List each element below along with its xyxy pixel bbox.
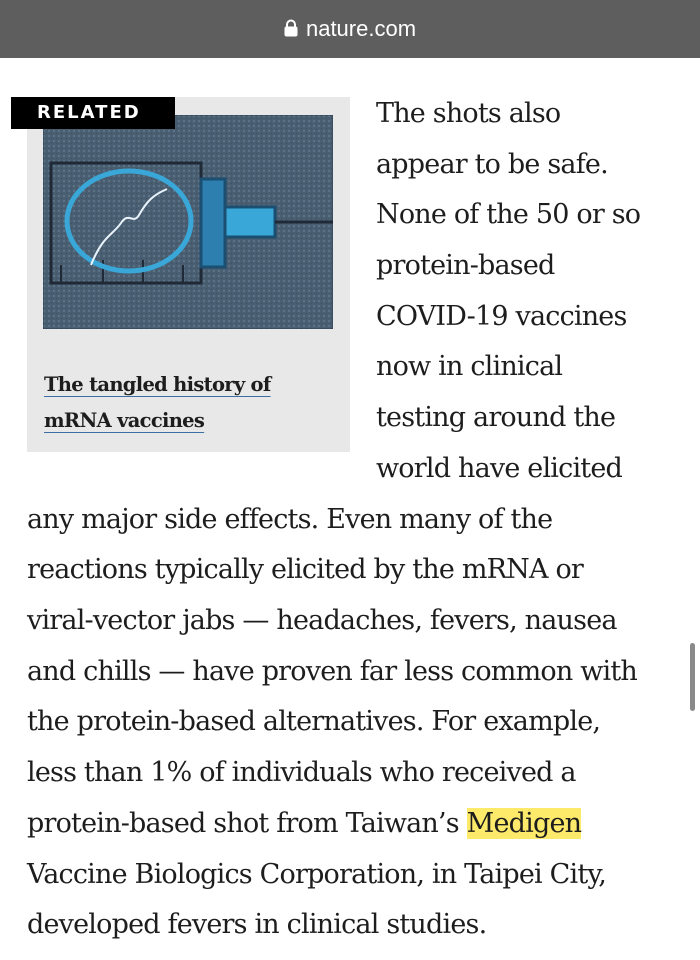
article-line: less than 1% of individuals who received a: [27, 757, 576, 788]
article-line: reactions typically elicited by the mRNA or: [27, 554, 584, 585]
related-title-line2[interactable]: mRNA vaccines: [44, 409, 205, 432]
article-line: now in clinical: [376, 351, 563, 382]
article-line: world have elicited: [376, 453, 622, 484]
syringe-illustration: [43, 115, 333, 329]
article-line: COVID-19 vaccines: [376, 301, 627, 332]
article-line: developed fevers in clinical studies.: [27, 909, 487, 940]
browser-url-bar[interactable]: [0, 0, 700, 58]
related-title-line1[interactable]: The tangled history of: [44, 373, 271, 396]
article-line: The shots also: [376, 98, 561, 129]
related-article-link[interactable]: [44, 367, 334, 439]
article-line: viral-vector jabs — headaches, fevers, nausea: [27, 605, 617, 636]
related-badge: RELATED: [11, 97, 175, 129]
article-line: the protein-based alternatives. For example,: [27, 706, 601, 737]
article-line: None of the 50 or so: [376, 199, 641, 230]
article-line-medigen: [27, 799, 581, 849]
url-text: nature.com: [305, 16, 417, 41]
article-line: testing around the: [376, 402, 616, 433]
highlighted-text-medigen[interactable]: Medigen: [466, 808, 582, 839]
related-article-card[interactable]: [27, 97, 350, 452]
article-line: protein-based: [376, 250, 555, 281]
article-line: any major side effects. Even many of the: [27, 504, 553, 535]
scrollbar-thumb[interactable]: [690, 643, 695, 711]
article-line: appear to be safe.: [376, 149, 608, 180]
lock-icon: [284, 19, 298, 37]
article-line: and chills — have proven far less common with: [27, 656, 638, 687]
article-line: Vaccine Biologics Corporation, in Taipei City,: [27, 859, 607, 890]
medigen-line-prefix: protein-based shot from Taiwan’s: [27, 808, 467, 839]
